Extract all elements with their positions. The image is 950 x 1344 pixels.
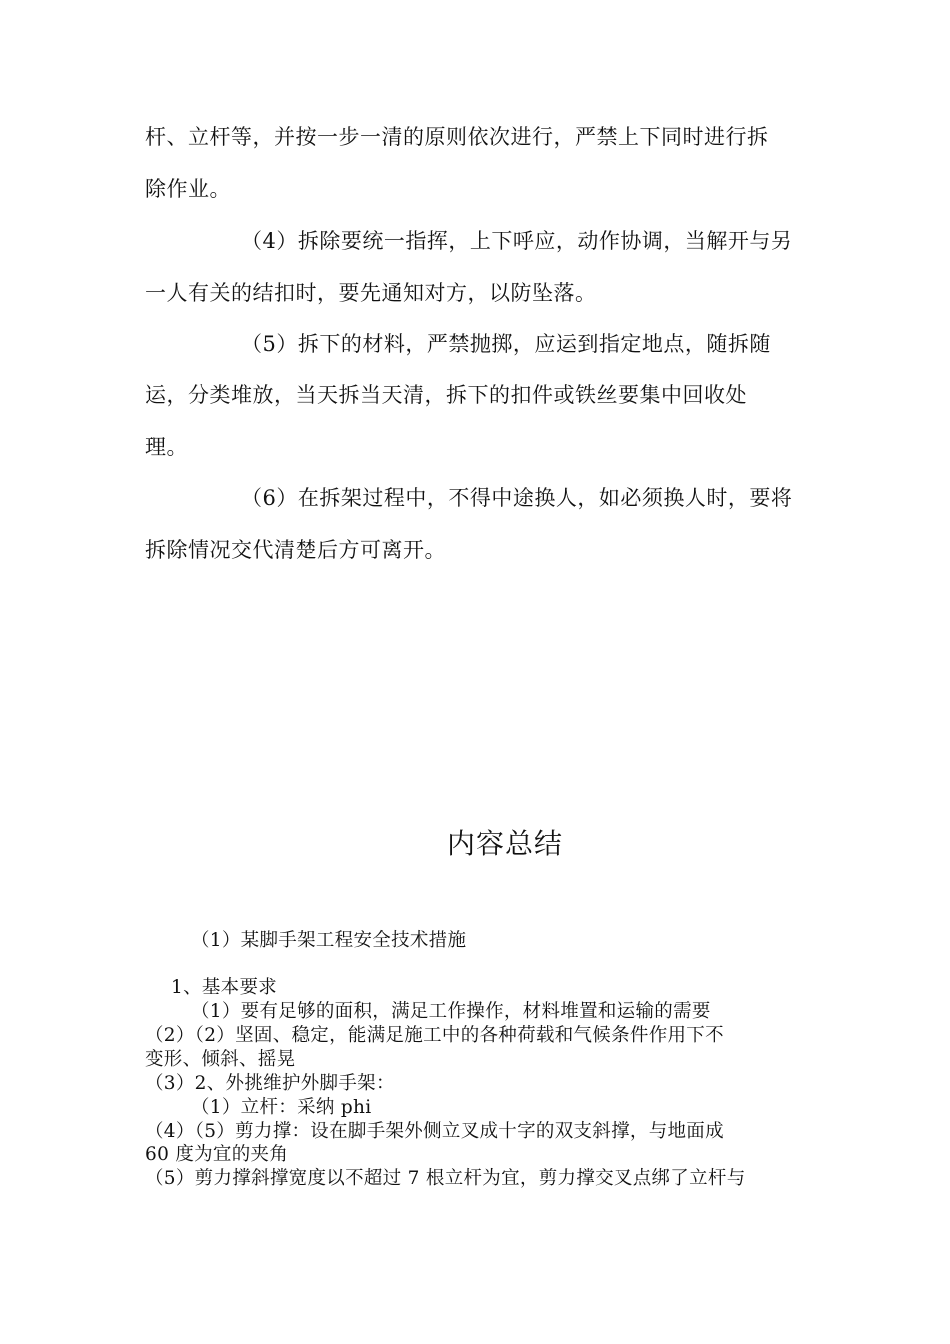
body-line-7: 理。 [145, 435, 188, 459]
summary-line-5: 变形、倾斜、摇晃 [145, 1049, 296, 1070]
summary-line-4: （2）（2）坚固、稳定，能满足施工中的各种荷载和气候条件作用下不 [145, 1025, 724, 1046]
summary-title: 内容总结 [446, 827, 563, 860]
summary-line-9: 60 度为宜的夹角 [145, 1144, 289, 1165]
summary-line-1: （1）某脚手架工程安全技术措施 [191, 930, 467, 951]
body-line-9: 拆除情况交代清楚后方可离开。 [145, 538, 446, 562]
body-line-6: 运，分类堆放，当天拆当天清，拆下的扣件或铁丝要集中回收处 [145, 383, 747, 407]
summary-line-8: （4）（5）剪力撑：设在脚手架外侧立叉成十字的双支斜撑，与地面成 [145, 1121, 724, 1142]
summary-line-3: （1）要有足够的面积，满足工作操作，材料堆置和运输的需要 [191, 1001, 711, 1022]
summary-line-2: 1、基本要求 [171, 977, 278, 998]
body-line-3: （4）拆除要统一指挥，上下呼应，动作协调，当解开与另 [241, 229, 793, 253]
summary-line-7: （1）立杆：采纳 phi [191, 1097, 372, 1118]
body-line-8: （6）在拆架过程中，不得中途换人，如必须换人时，要将 [241, 486, 793, 510]
summary-line-6: （3）2、外挑维护外脚手架： [145, 1073, 395, 1094]
body-line-1: 杆、立杆等，并按一步一清的原则依次进行，严禁上下同时进行拆 [145, 125, 769, 149]
body-line-5: （5）拆下的材料，严禁抛掷，应运到指定地点，随拆随 [241, 332, 771, 356]
body-line-4: 一人有关的结扣时，要先通知对方，以防坠落。 [145, 281, 597, 305]
summary-line-10: （5）剪力撑斜撑宽度以不超过 7 根立杆为宜，剪力撑交叉点绑了立杆与 [145, 1168, 746, 1189]
body-line-2: 除作业。 [145, 177, 231, 201]
